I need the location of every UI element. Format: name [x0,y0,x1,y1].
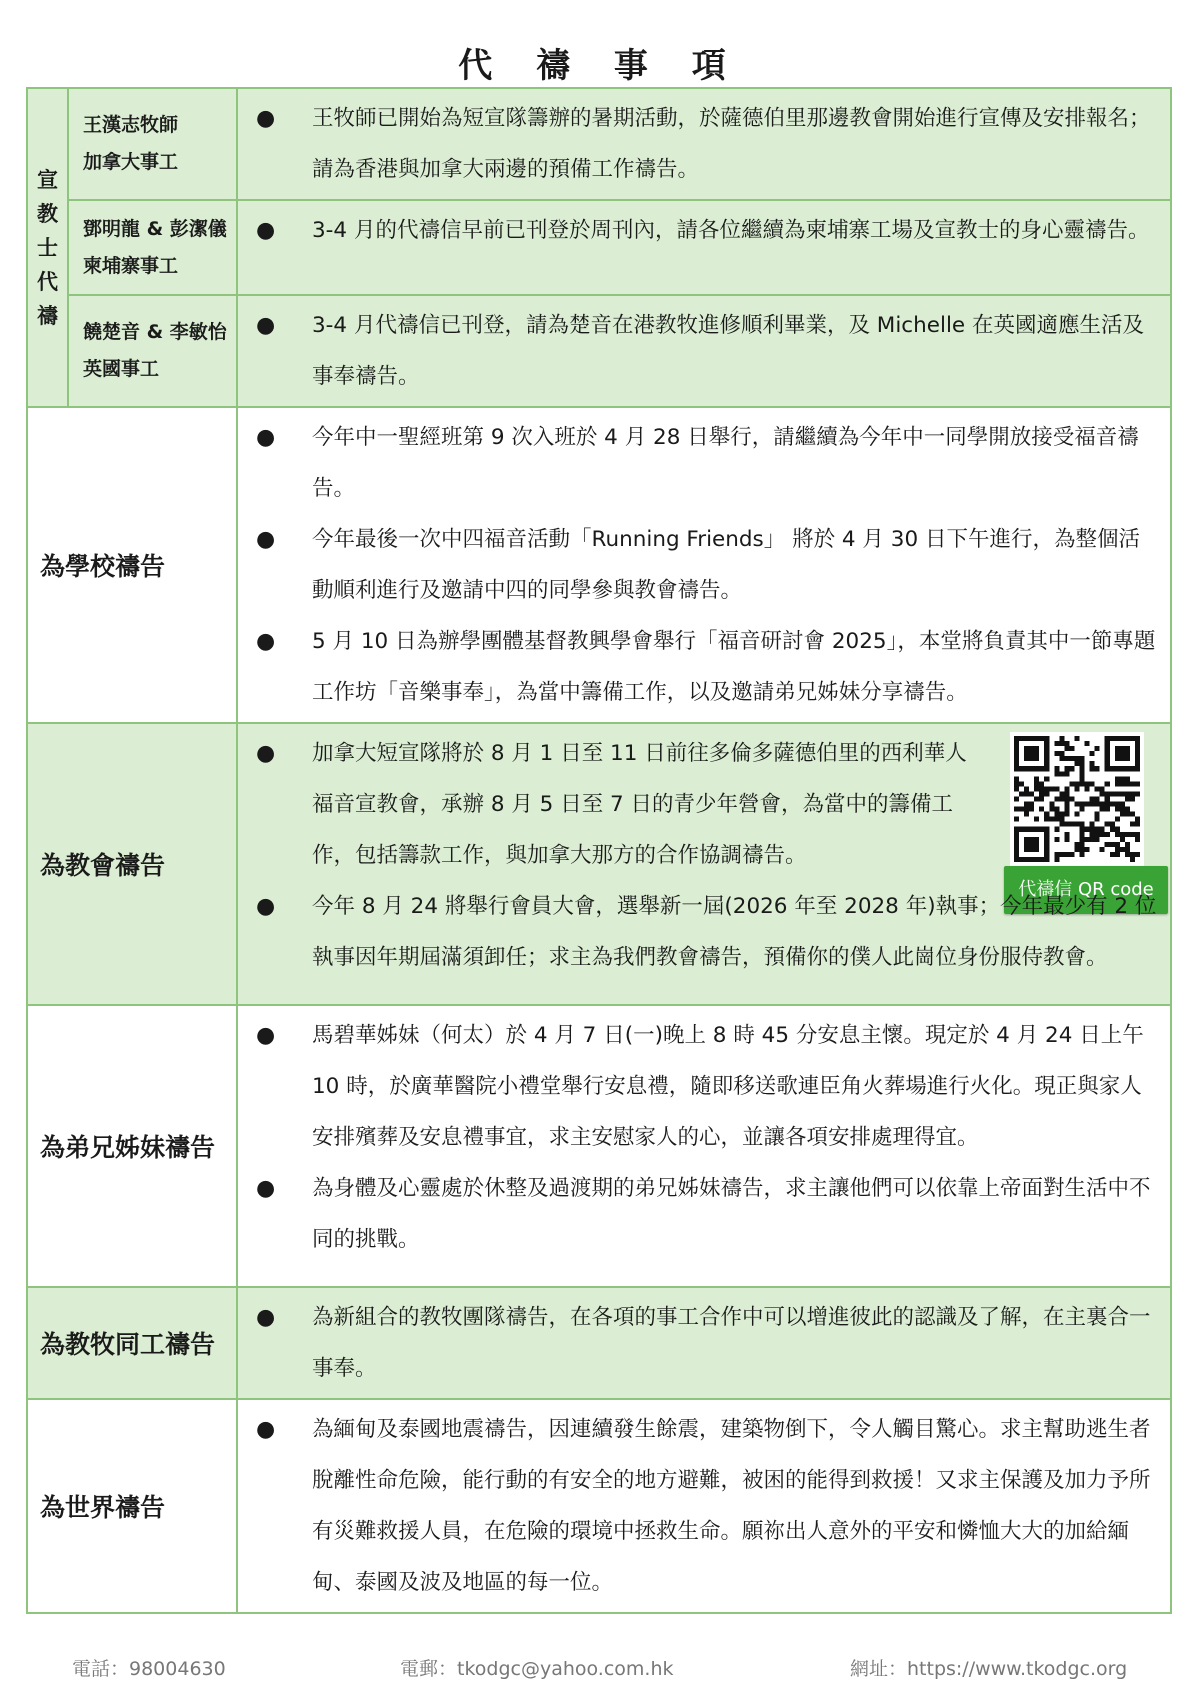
prayer-item-text: 為身體及心靈處於休整及過渡期的弟兄姊妹禱告，求主讓他們可以依靠上帝面對生活中不同的挑戰。 [312,1176,1151,1252]
prayer-item-text: 今年最後一次中四福音活動「Running Friends」 將於 4 月 30 日下午進行，為整個活動順利進行及邀請中四的同學參與教會禱告。 [312,527,1140,603]
bullet-icon: ● [256,741,276,766]
prayer-item-text: 今年 8 月 24 將舉行會員大會，選舉新一屆(2026 年至 2028 年)執事；今年最少有 2 位執事因年期屆滿須卸任；求主為我們教會禱告，預備你的僕人此崗位身份服侍教會。 [312,894,1157,970]
prayer-item-text: 3-4 月的代禱信早前已刊登於周刊內，請各位繼續為柬埔寨工場及宣教士的身心靈禱告。 [312,218,1150,243]
prayer-items-table [26,87,1172,1614]
missionary-name-cell [68,88,237,200]
prayer-item-text: 馬碧華姊妹（何太）於 4 月 7 日(一)晚上 8 時 45 分安息主懷。現定於 4 月 24 日上午 10 時，於廣華醫院小禮堂舉行安息禮，隨即移送歌連臣角火葬場進行火化。現正與家人安排殯葬及安息禮事宜，求主安慰家人的心，並讓各項安排處理得宜。 [312,1023,1144,1150]
page-title: 代 禱 事 項 [458,46,742,86]
members-section-label: 為弟兄姊妹禱告 [27,1005,237,1287]
prayer-item-text: 為緬甸及泰國地震禱告，因連續發生餘震，建築物倒下，令人觸目驚心。求主幫助逃生者脫離性命危險，能行動的有安全的地方避難，被困的能得到救援！又求主保護及加力予所有災難救援人員，在危險的環境中拯救生命。願祢出人意外的平安和憐恤大大的加給緬甸、泰國及波及地區的每一位。 [312,1417,1151,1595]
bullet-icon: ● [256,218,276,243]
bullet-icon: ● [256,313,276,338]
list-item [244,205,1158,256]
list-item [244,300,1158,402]
missionary-section-label: 宣教士代禱 [37,167,58,328]
missionary-name: 王漢志牧師 [83,114,179,136]
list-item [244,1010,1158,1163]
list-item [244,1292,1158,1394]
bullet-icon: ● [256,527,276,552]
list-item [244,1404,1158,1608]
staff-section-label: 為教牧同工禱告 [27,1287,237,1399]
footer [0,1654,1200,1684]
members-items-cell [237,1005,1171,1287]
footer-website[interactable]: 網址：https://www.tkodgc.org [850,1658,1128,1680]
missionary-items-cell [237,200,1171,295]
prayer-item-text: 王牧師已開始為短宣隊籌辦的暑期活動，於薩德伯里那邊教會開始進行宣傳及安排報名；請為香港與加拿大兩邊的預備工作禱告。 [312,106,1151,182]
missionary-field: 英國事工 [83,358,160,380]
world-section-label: 為世界禱告 [27,1399,237,1613]
footer-phone: 電話：98004630 [72,1658,226,1680]
missionary-items-cell [237,295,1171,407]
list-item [244,1163,1158,1265]
church-items-cell [237,723,1171,1005]
missionary-section-label-cell [27,88,68,407]
missionary-name: 饒楚音 & 李敏怡 [83,321,227,343]
prayer-item-text: 加拿大短宣隊將於 8 月 1 日至 11 日前往多倫多薩德伯里的西利華人福音宣教會，承辦 8 月 5 日至 7 日的青少年營會，為當中的籌備工作，包括籌款工作，與加拿大那方的合作協調禱告。 [312,741,967,868]
church-section-label: 為教會禱告 [27,723,237,1005]
prayer-item-text: 3-4 月代禱信已刊登，請為楚音在港教牧進修順利畢業，及 Michelle 在英國適應生活及事奉禱告。 [312,313,1144,389]
bullet-icon: ● [256,106,276,131]
bullet-icon: ● [256,425,276,450]
missionary-name-cell [68,295,237,407]
bullet-icon: ● [256,1176,276,1201]
qr-code-button[interactable]: 代禱信 QR code [1004,866,1168,914]
bullet-icon: ● [256,1417,276,1442]
missionary-field: 柬埔寨事工 [83,254,179,277]
missionary-field: 加拿大事工 [83,151,179,173]
world-items-cell [237,1399,1171,1613]
prayer-item-text: 5 月 10 日為辦學團體基督教興學會舉行「福音研討會 2025」，本堂將負責其中一節專題工作坊「音樂事奉」，為當中籌備工作，以及邀請弟兄姊妹分享禱告。 [312,629,1156,705]
bullet-icon: ● [256,1023,276,1048]
school-items-cell [237,407,1171,723]
staff-items-cell [237,1287,1171,1399]
bullet-icon: ● [256,1305,276,1330]
list-item [244,881,1158,983]
list-item [244,616,1158,718]
missionary-name: 鄧明龍 & 彭潔儀 [83,217,227,240]
prayer-item-text: 為新組合的教牧團隊禱告，在各項的事工合作中可以增進彼此的認識及了解，在主裏合一事奉。 [312,1305,1151,1381]
list-item [244,514,1158,616]
bullet-icon: ● [256,894,276,919]
list-item [244,93,1158,195]
footer-email[interactable]: 電郵：tkodgc@yahoo.com.hk [400,1658,674,1680]
school-section-label: 為學校禱告 [27,407,237,723]
prayer-item-text: 今年中一聖經班第 9 次入班於 4 月 28 日舉行，請繼續為今年中一同學開放接受福音禱告。 [312,425,1139,501]
missionary-name-cell [68,200,237,295]
list-item [244,728,1158,881]
bullet-icon: ● [256,629,276,654]
list-item [244,412,1158,514]
missionary-items-cell [237,88,1171,200]
